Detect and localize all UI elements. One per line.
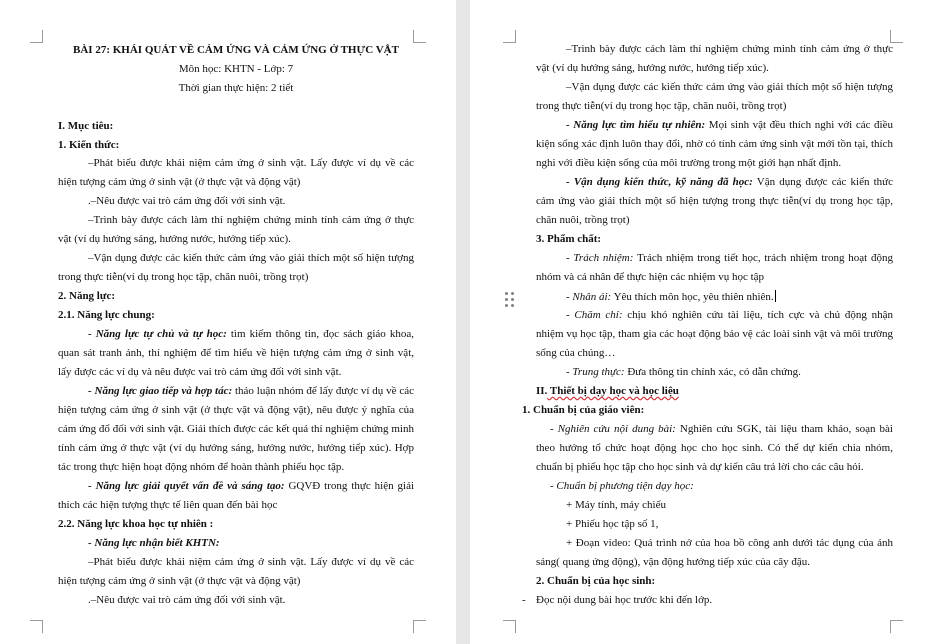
text-line[interactable]: –Phát biểu được khái niệm cảm ứng ở sinh vật. Lấy được ví dụ về các bbox=[88, 556, 414, 568]
text-line[interactable]: –Trình bày được cách làm thí nghiệm chứng minh tính cảm ứng ở thực bbox=[88, 214, 414, 226]
list-item[interactable]: + Máy tính, máy chiếu bbox=[566, 499, 666, 511]
inline-text: tìm kiếm thông tin, đọc sách giáo khoa, bbox=[226, 328, 414, 340]
inline-label: - Nhân ái: bbox=[566, 291, 612, 303]
list-item[interactable]: + Phiếu học tập số 1, bbox=[566, 518, 659, 530]
text-line[interactable]: tính cảm ứng ở thực vật (ví dụ hướng sáng, hướng nước, hướng tiếp xúc). Hợp bbox=[58, 442, 414, 454]
inline-label: - Năng lực giao tiếp và hợp tác: bbox=[88, 385, 233, 397]
text-line[interactable]: sáng( quang ứng động), vận động hướng tiếp xúc của cây đậu. bbox=[536, 556, 811, 568]
list-item[interactable]: + Đoạn video: Quá trình nở của hoa bồ công anh dưới tác dụng của ánh bbox=[566, 537, 893, 549]
inline-text: Trách nhiệm trong tiết học, trách nhiệm trong hoạt động bbox=[633, 252, 893, 264]
text-line[interactable]: nhiệm vụ học tập, tham gia các hoạt động bảo vệ các loài sinh vật và môi trường bbox=[536, 328, 893, 340]
text-line[interactable]: hiện tượng cảm ứng ở sinh vật (ở thực vật và động vật) bbox=[58, 176, 301, 188]
margin-corner-mark bbox=[30, 620, 43, 633]
text-line[interactable] bbox=[88, 480, 414, 493]
text-line[interactable]: Đọc nội dung bài học trước khi đến lớp. bbox=[536, 594, 713, 606]
text-line[interactable]: sống của chúng… bbox=[536, 347, 616, 359]
margin-corner-mark bbox=[890, 30, 903, 43]
inline-text: chịu khó nghiên cứu tài liệu, tích cực và chủ động nhận bbox=[622, 309, 893, 321]
text-line[interactable]: .–Nêu được vai trò cảm ứng đối với sinh vật. bbox=[88, 594, 286, 606]
inline-text: Nghiên cứu SGK, tài liệu tham khảo, soạn bài bbox=[675, 423, 893, 435]
list-bullet: - bbox=[522, 594, 526, 606]
text-line[interactable]: –Vận dụng được các kiến thức cảm ứng vào giải thích một số hiện tượng bbox=[566, 81, 893, 93]
text-line[interactable]: tác trong thực hiện hoạt động nhóm để hoàn thành phiếu học tập. bbox=[58, 461, 345, 473]
heading-equipment[interactable] bbox=[536, 385, 679, 398]
text-line[interactable]: vật (ví dụ hướng sáng, hướng nước, hướng tiếp xúc). bbox=[58, 233, 291, 245]
text-line[interactable] bbox=[88, 328, 414, 341]
heading-science-competence[interactable]: 2.2. Năng lực khoa học tự nhiên : bbox=[58, 518, 214, 530]
text-line[interactable]: thích các hiện tượng thực tế liên quan đến bài học bbox=[58, 499, 278, 511]
margin-corner-mark bbox=[30, 30, 43, 43]
inline-text: GQVĐ trong thực hiện giải bbox=[284, 480, 415, 492]
heading-knowledge[interactable]: 1. Kiến thức: bbox=[58, 139, 120, 151]
text-line[interactable]: cảm ứng đổ đối với sinh vật. Giải thích được các kết quả thí nghiệm chứng minh bbox=[58, 423, 414, 435]
subject-line[interactable]: Môn học: KHTN - Lớp: 7 bbox=[178, 63, 294, 75]
inline-label: - Trách nhiệm: bbox=[566, 252, 634, 264]
text-line[interactable]: trong thực tiễn(ví dụ trong học tập, chăn nuôi, trồng trọt) bbox=[58, 271, 309, 283]
heading-objectives[interactable]: I. Mục tiêu: bbox=[58, 120, 114, 132]
heading-student-prep[interactable]: 2. Chuẩn bị của học sinh: bbox=[536, 575, 656, 587]
margin-corner-mark bbox=[413, 620, 426, 633]
inline-label: - Năng lực tìm hiểu tự nhiên: bbox=[566, 119, 706, 131]
heading-text: Thiết bị dạy học và học liệu bbox=[547, 385, 679, 397]
heading-number: II. bbox=[536, 385, 548, 397]
subheading[interactable]: - Năng lực nhận biết KHTN: bbox=[88, 537, 220, 549]
text-line[interactable] bbox=[566, 119, 893, 132]
text-line[interactable] bbox=[566, 290, 776, 304]
inline-text: Yêu thích môn học, yêu thiên nhiên. bbox=[611, 291, 774, 303]
text-line[interactable]: chuẩn bị phiếu học tập cho học sinh và dự kiến câu trả lời cho các câu hỏi. bbox=[536, 461, 864, 473]
subheading[interactable]: - Chuẩn bị phương tiện dạy học: bbox=[550, 480, 694, 492]
text-line[interactable]: hiện tượng cảm ứng ở sinh vật (ở thực vật và động vật), nêu được ý nghĩa của bbox=[58, 404, 414, 416]
inline-label: - Năng lực tự chủ và tự học: bbox=[88, 328, 227, 340]
heading-competence[interactable]: 2. Năng lực: bbox=[58, 290, 116, 302]
text-line[interactable]: lấy được các ví dụ và nêu được vai trò cảm ứng đối với sinh vật. bbox=[58, 366, 342, 378]
document-title[interactable]: BÀI 27: KHÁI QUÁT VỀ CẢM ỨNG VÀ CẢM ỨNG Ở THỰC VẬT bbox=[73, 44, 399, 56]
heading-teacher-prep[interactable]: 1. Chuẩn bị của giáo viên: bbox=[522, 404, 645, 416]
text-line[interactable]: hiện tượng cảm ứng ở sinh vật (ở thực vật và động vật) bbox=[58, 575, 301, 587]
document-page-right bbox=[470, 0, 935, 644]
text-line[interactable] bbox=[566, 366, 801, 379]
inline-text: thảo luận nhóm để lấy được ví dụ về các bbox=[232, 385, 414, 397]
text-line[interactable]: –Trình bày được cách làm thí nghiệm chứng minh tính cảm ứng ở thực bbox=[566, 43, 893, 55]
text-line[interactable] bbox=[88, 385, 414, 398]
inline-label: - Vận dụng kiến thức, kỹ năng đã học: bbox=[566, 176, 753, 188]
text-line[interactable]: .–Nêu được vai trò cảm ứng đối với sinh vật. bbox=[88, 195, 286, 207]
inline-label: - Chăm chỉ: bbox=[566, 309, 623, 321]
inline-label: - Năng lực giải quyết vấn đề và sáng tạo: bbox=[88, 480, 285, 492]
inline-text: Vận dụng được các kiến thức bbox=[752, 176, 893, 188]
text-line[interactable]: nhóm và cá nhân để thực hiện các nhiệm vụ học tập bbox=[536, 271, 765, 283]
text-line[interactable]: cảm ứng vào giải thích một số hiện tượng trong thực tiễn(ví dụ trong học tập, bbox=[536, 195, 893, 207]
inline-label: - Nghiên cứu nội dung bài: bbox=[550, 423, 676, 435]
text-cursor bbox=[775, 290, 776, 302]
text-line[interactable]: quan sát tranh ảnh, thí nghiệm để tìm hiểu về hiện tượng cảm ứng ở sinh vật, bbox=[58, 347, 414, 359]
inline-text: Mọi sinh vật đều thích nghi với các điều bbox=[705, 119, 893, 131]
inline-text: Đưa thông tin chính xác, có dẫn chứng. bbox=[624, 366, 801, 378]
text-line[interactable]: trong thực tiễn(ví dụ trong học tập, chăn nuôi, trồng trọt) bbox=[536, 100, 787, 112]
document-page-left bbox=[0, 0, 456, 644]
margin-corner-mark bbox=[503, 30, 516, 43]
margin-corner-mark bbox=[503, 620, 516, 633]
heading-qualities[interactable]: 3. Phẩm chất: bbox=[536, 233, 602, 245]
margin-corner-mark bbox=[413, 30, 426, 43]
text-line[interactable]: nghi với điều kiện sống của môi trường trong một giới hạn nhất định. bbox=[536, 157, 842, 169]
text-line[interactable] bbox=[566, 252, 893, 265]
drag-handle-icon[interactable] bbox=[505, 292, 515, 308]
heading-general-competence[interactable]: 2.1. Năng lực chung: bbox=[58, 309, 155, 321]
text-line[interactable]: –Phát biểu được khái niệm cảm ứng ở sinh vật. Lấy được ví dụ về các bbox=[88, 157, 414, 169]
text-line[interactable]: theo hướng tổ chức hoạt động học cho học sinh. Có thể dự kiến chia nhóm, bbox=[536, 442, 893, 454]
text-line[interactable]: chăn nuôi, trồng trọt) bbox=[536, 214, 630, 226]
text-line[interactable]: vật (ví dụ hướng sáng, hướng nước, hướng tiếp xúc). bbox=[536, 62, 769, 74]
margin-corner-mark bbox=[890, 620, 903, 633]
text-line[interactable] bbox=[550, 423, 893, 436]
text-line[interactable]: kiện sống xác định luôn thay đổi, nhờ có tính cảm ứng sinh vật mới tồn tại, thích bbox=[536, 138, 893, 150]
text-line[interactable] bbox=[566, 176, 893, 189]
inline-label: - Trung thực: bbox=[566, 366, 625, 378]
duration-line[interactable]: Thời gian thực hiện: 2 tiết bbox=[178, 82, 294, 94]
text-line[interactable]: –Vận dụng được các kiến thức cảm ứng vào giải thích một số hiện tượng bbox=[88, 252, 414, 264]
text-line[interactable] bbox=[566, 309, 893, 322]
